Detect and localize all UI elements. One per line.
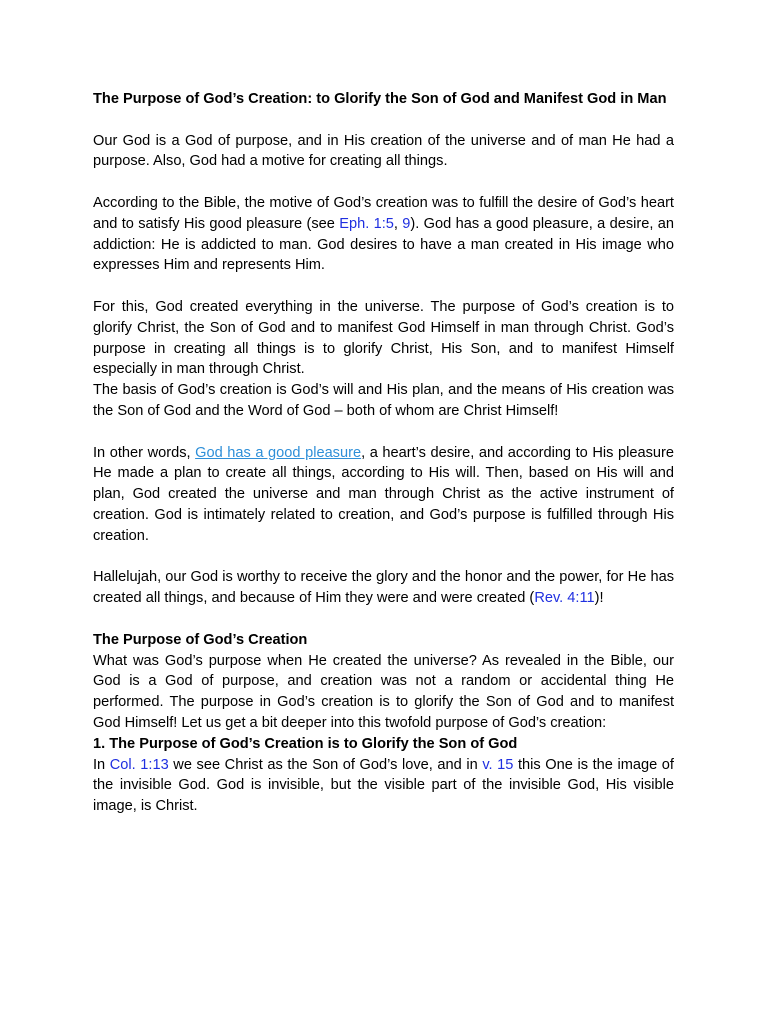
paragraph-twofold-purpose: What was God’s purpose when He created the universe? As revealed in the Bible, our God is a God of purpose, and creation was not a random or accidental thing He performed. The purpose in God’s creation is to glorify the Son of God and to manifest God Himself! Let us get a bit deeper into this twofold purpose of God’s creation: bbox=[93, 652, 674, 731]
paragraph-text: , a heart’s desire, and according to His pleasure He made a plan to create all things, according to His will. Then, based on His will and plan, God created the universe and man through Christ as the active instrument of creation. God is intimately related to creation, and God’s purpose is fulfilled through His creation. bbox=[93, 444, 674, 544]
paragraph-text: In bbox=[93, 756, 110, 773]
paragraph-text: this One is the image of the invisible God. God is invisible, but the visible part of the invisible God, His visible image, is Christ. bbox=[93, 756, 674, 815]
paragraph-text: we see Christ as the Son of God’s love, and in bbox=[168, 756, 483, 773]
paragraph-text: In other words, bbox=[93, 444, 196, 461]
document-body bbox=[93, 89, 674, 817]
scripture-reference-rev: Rev. 4:11 bbox=[534, 590, 595, 607]
paragraph-image-of-god bbox=[93, 755, 674, 817]
section-heading-purpose: The Purpose of God’s Creation bbox=[93, 631, 308, 648]
document-title: The Purpose of God’s Creation: to Glorify the Son of God and Manifest God in Man bbox=[93, 91, 667, 107]
paragraph-motive bbox=[93, 193, 674, 276]
scripture-reference-col: Col. 1:13 bbox=[109, 756, 169, 773]
paragraph-creation-basis: The basis of God’s creation is God’s will and His plan, and the means of His creation was the Son of God and the Word of God – both of whom are Christ Himself! bbox=[93, 382, 674, 419]
paragraph-text: , bbox=[393, 215, 403, 232]
paragraph-creation-purpose: For this, God created everything in the universe. The purpose of God’s creation is to glorify Christ, the Son of God and to manifest God Himself in man through Christ. God’s purpose in creating all things is to glorify Christ, His Son, and to manifest Himself especially in man through Christ. bbox=[93, 298, 674, 378]
scripture-reference-v15: v. 15 bbox=[482, 756, 514, 773]
scripture-reference-eph: Eph. 1:5 bbox=[339, 215, 394, 232]
paragraph-text: ). God has a good pleasure, a desire, an addiction: He is addicted to man. God desires to have a man created in His image who expresses Him and represents Him. bbox=[93, 215, 674, 274]
paragraph-hallelujah bbox=[93, 567, 674, 609]
paragraph-text: Hallelujah, our God is worthy to receive the glory and the honor and the power, for He has created all things, and because of Him they were and were created ( bbox=[93, 569, 674, 607]
paragraph-text: )! bbox=[594, 590, 604, 607]
paragraph-text: According to the Bible, the motive of God’s creation was to fulfill the desire of God’s heart and to satisfy His good pleasure (see bbox=[93, 194, 674, 232]
paragraph-other-words bbox=[93, 443, 674, 547]
scripture-reference-verse-9: 9 bbox=[402, 215, 411, 232]
section-heading-glorify-son: 1. The Purpose of God’s Creation is to Glorify the Son of God bbox=[93, 735, 518, 752]
good-pleasure-link[interactable]: God has a good pleasure bbox=[195, 444, 362, 461]
paragraph-purpose-intro: Our God is a God of purpose, and in His creation of the universe and of man He had a purpose. Also, God had a motive for creating all things. bbox=[93, 132, 674, 170]
